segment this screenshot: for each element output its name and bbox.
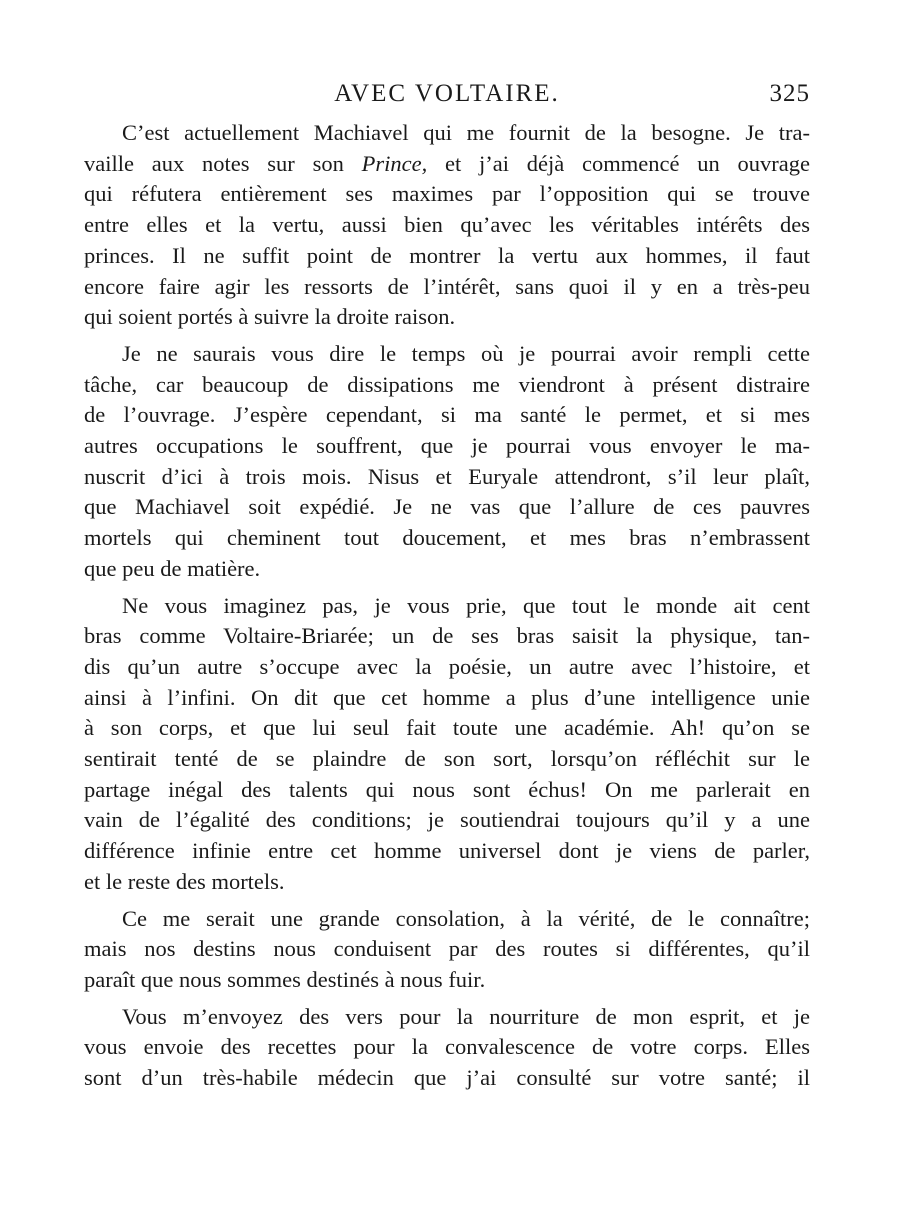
text-line: Vous m’envoyez des vers pour la nourriture de mon esprit, et je bbox=[122, 1003, 810, 1029]
text-line: qui réfutera entièrement ses maximes par l’opposition qui se trouve bbox=[84, 181, 810, 207]
paragraph bbox=[84, 1002, 810, 1094]
text-line: C’est actuellement Machiavel qui me fournit de la besogne. Je tra- bbox=[122, 120, 810, 145]
text-line: paraît que nous sommes destinés à nous fuir. bbox=[84, 966, 486, 992]
text-line: de l’ouvrage. J’espère cependant, si ma santé le permet, et si mes bbox=[84, 402, 810, 428]
text-line: Ce me serait une grande consolation, à la vérité, de le connaître; bbox=[122, 905, 810, 931]
text-line: mais nos destins nous conduisent par des routes si différentes, qu’il bbox=[84, 936, 810, 962]
paragraph bbox=[84, 339, 810, 585]
running-head bbox=[84, 76, 810, 112]
text-line: bras comme Voltaire-Briarée; un de ses bras saisit la physique, tan- bbox=[84, 623, 810, 649]
text-line: princes. Il ne suffit point de montrer la vertu aux hommes, il faut bbox=[84, 242, 810, 268]
running-title: AVEC VOLTAIRE. bbox=[334, 80, 560, 107]
text-line: Ne vous imaginez pas, je vous prie, que tout le monde ait cent bbox=[122, 592, 810, 618]
text-line: entre elles et la vertu, aussi bien qu’avec les véritables intérêts des bbox=[84, 212, 810, 238]
paragraph bbox=[84, 118, 810, 333]
body-text bbox=[84, 118, 810, 1100]
page-number: 325 bbox=[769, 80, 810, 107]
text-line: et le reste des mortels. bbox=[84, 868, 285, 894]
text-line: vaille aux notes sur son Prince, et j’ai déjà commencé un ouvrage bbox=[84, 150, 810, 176]
text-line: que peu de matière. bbox=[84, 555, 261, 581]
text-line: vous envoie des recettes pour la convalescence de votre corps. Elles bbox=[84, 1034, 810, 1060]
italic-title: Prince, bbox=[361, 150, 428, 176]
text-line: qui soient portés à suivre la droite raison. bbox=[84, 304, 456, 330]
text-line: que Machiavel soit expédié. Je ne vas que l’allure de ces pauvres bbox=[84, 494, 810, 520]
text-line: sont d’un très-habile médecin que j’ai consulté sur votre santé; il bbox=[84, 1065, 810, 1091]
text-line: Je ne saurais vous dire le temps où je pourrai avoir rempli cette bbox=[122, 340, 810, 366]
text-line: différence infinie entre cet homme universel dont je viens de parler, bbox=[84, 838, 810, 864]
text-line: tâche, car beaucoup de dissipations me viendront à présent distraire bbox=[84, 371, 810, 397]
text-line: nuscrit d’ici à trois mois. Nisus et Euryale attendront, s’il leur plaît, bbox=[84, 463, 810, 489]
text-line: partage inégal des talents qui nous sont échus! On me parlerait en bbox=[84, 776, 810, 802]
text-line: sentirait tenté de se plaindre de son sort, lorsqu’on réfléchit sur le bbox=[84, 746, 810, 772]
text-line: autres occupations le souffrent, que je pourrai vous envoyer le ma- bbox=[84, 433, 810, 459]
text-line: encore faire agir les ressorts de l’intérêt, sans quoi il y en a très-peu bbox=[84, 273, 810, 299]
text-line: dis qu’un autre s’occupe avec la poésie, un autre avec l’histoire, et bbox=[84, 653, 810, 679]
paragraph bbox=[84, 591, 810, 898]
text-line: vain de l’égalité des conditions; je soutiendrai toujours qu’il y a une bbox=[84, 807, 810, 833]
text-line: ainsi à l’infini. On dit que cet homme a plus d’une intelligence unie bbox=[84, 684, 810, 710]
paragraph bbox=[84, 904, 810, 996]
text-line: mortels qui cheminent tout doucement, et mes bras n’embrassent bbox=[84, 525, 810, 551]
text-line: à son corps, et que lui seul fait toute une académie. Ah! qu’on se bbox=[84, 715, 810, 741]
